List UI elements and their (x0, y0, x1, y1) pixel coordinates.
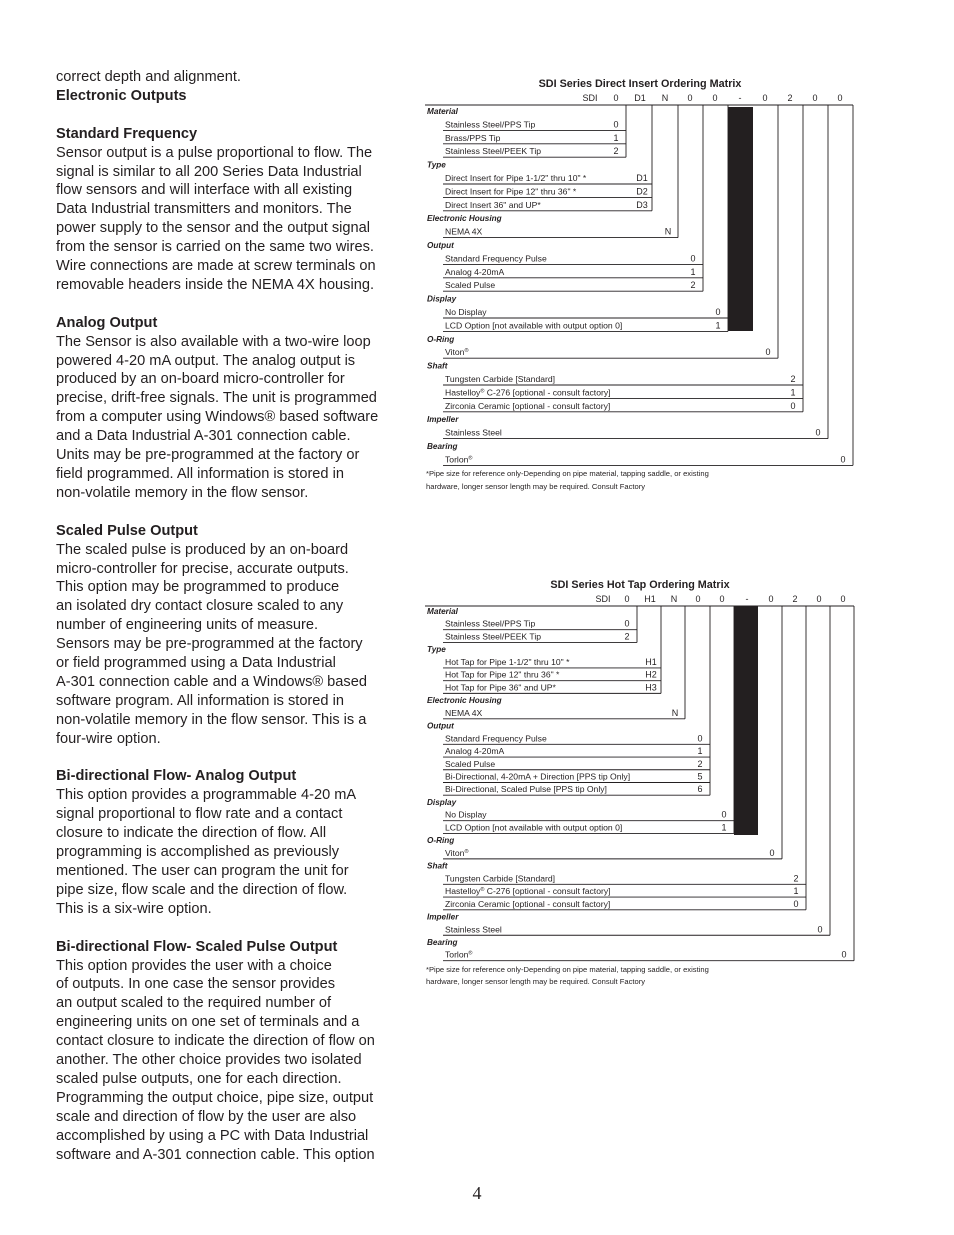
separator-block (728, 107, 753, 331)
option-label (445, 886, 611, 896)
option-label (445, 733, 547, 743)
option-code: 5 (697, 771, 703, 782)
text-line: The scaled pulse is produced by an on-board (56, 541, 349, 558)
option-code: 1 (793, 886, 799, 897)
option-code: 2 (624, 631, 630, 642)
category-label: Shaft (427, 361, 448, 371)
option-code: 0 (697, 733, 703, 744)
option-text: Hastelloy (445, 886, 481, 897)
text-line: micro-controller for precise, accurate outputs. (56, 560, 349, 577)
text-line: programming is accomplished as previously (56, 844, 340, 861)
header-code: 0 (613, 93, 619, 103)
header-code: 2 (787, 93, 793, 103)
option-code: 2 (613, 146, 619, 157)
option-text: Bi-Directional, 4-20mA + Direction [PPS tip Only] (445, 771, 631, 782)
option-text: Stainless Steel (445, 427, 502, 438)
option-label (445, 347, 469, 357)
option-text: Analog 4-20mA (445, 746, 505, 757)
text-line: four-wire option. (56, 730, 161, 747)
option-label (445, 173, 587, 183)
category-label: Bearing (427, 442, 458, 451)
option-label (445, 133, 501, 143)
option-label (445, 280, 495, 290)
option-text: Stainless Steel (445, 924, 502, 935)
text-line: This is a six-wire option. (56, 900, 212, 917)
option-code: 0 (613, 119, 619, 130)
header-code: 0 (687, 93, 693, 103)
option-label (445, 119, 536, 129)
option-label (445, 267, 505, 277)
header-code: 0 (837, 93, 843, 103)
text-line: contact closure to indicate the direction of flow on (56, 1033, 375, 1050)
registered-mark: ® (464, 348, 469, 355)
category-label: Electronic Housing (427, 214, 502, 224)
option-text: Direct Insert for Pipe 12" thru 36" * (445, 186, 577, 197)
option-label (445, 227, 483, 237)
text-line: signal is similar to all 200 Series Data Industrial (56, 163, 362, 180)
option-label (445, 708, 483, 718)
option-code: 0 (715, 307, 721, 317)
registered-mark: ® (468, 455, 473, 462)
category-label: Output (427, 721, 454, 731)
header-code: SDI (595, 594, 611, 604)
option-text: Viton (445, 847, 465, 858)
text-line: removable headers inside the NEMA 4X housing. (56, 276, 375, 293)
option-code: 0 (793, 898, 799, 909)
option-text: Hot Tap for Pipe 1-1/2" thru 10" * (445, 656, 570, 667)
option-code: 2 (793, 873, 799, 884)
category-label: Display (427, 797, 457, 807)
header-code: 0 (695, 594, 701, 604)
text-line: flow sensors and will interface with all existing (56, 182, 353, 199)
category-label: Display (427, 294, 457, 304)
option-text: Brass/PPS Tip (445, 132, 501, 143)
option-text: LCD Option [not available with output option 0] (445, 320, 623, 331)
text-line: an isolated dry contact closure scaled to any (56, 598, 344, 615)
option-code: 1 (715, 320, 721, 331)
section-heading: Scaled Pulse Output (56, 522, 198, 539)
option-code: 0 (815, 427, 821, 438)
option-code: 2 (790, 374, 796, 384)
option-text: NEMA 4X (445, 226, 483, 237)
option-text: Hastelloy (445, 387, 481, 398)
text-line: and a Data Industrial A-301 connection cable. (56, 428, 351, 445)
option-label (445, 454, 472, 464)
header-code: 0 (816, 594, 822, 604)
text-line: Units may be pre-programmed at the factory or (56, 447, 360, 464)
option-text: Standard Frequency Pulse (445, 253, 547, 264)
option-code: 0 (690, 253, 696, 264)
category-label: Electronic Housing (427, 696, 502, 706)
text-line: another. The other choice provides two isolated (56, 1052, 362, 1069)
option-label (445, 950, 472, 960)
option-text: Viton (445, 347, 465, 358)
option-label (445, 253, 547, 263)
option-text: Stainless Steel/PEEK Tip (445, 146, 542, 157)
header-code: - (738, 93, 742, 103)
category-label: Shaft (427, 861, 448, 871)
registered-mark: ® (468, 950, 473, 957)
option-label (445, 619, 536, 629)
option-label (445, 924, 502, 934)
option-label (445, 670, 560, 680)
matrix-title: SDI Series Direct Insert Ordering Matrix (538, 78, 742, 90)
option-code: H3 (645, 682, 657, 693)
text-line: mentioned. The user can program the unit for (56, 863, 349, 879)
section-heading: Standard Frequency (56, 125, 198, 142)
header-code: N (670, 594, 678, 604)
option-text: Tungsten Carbide [Standard] (445, 873, 556, 884)
text-line: an output scaled to the required number of (56, 995, 332, 1012)
category-label: Type (427, 645, 446, 655)
option-label (445, 631, 541, 641)
header-code: 2 (792, 594, 798, 604)
section-heading: Electronic Outputs (56, 87, 187, 104)
text-line: software program. All information is stored in (56, 692, 344, 709)
option-text: No Display (445, 809, 487, 820)
footnote-line: hardware, longer sensor length may be required. Consult Factory (426, 977, 646, 986)
header-code: 0 (768, 594, 774, 604)
option-label (445, 186, 577, 196)
text-line: powered 4-20 mA output. The analog output is (56, 352, 356, 369)
text-line: pipe size, flow scale and the direction of flow. (56, 881, 348, 898)
page-number: 4 (472, 1183, 482, 1203)
option-text: Direct Insert for Pipe 1-1/2" thru 10" * (445, 173, 587, 183)
category-label: Type (427, 160, 446, 170)
option-label (445, 873, 555, 883)
option-code: 2 (697, 758, 703, 769)
text-line: scaled pulse outputs, one for each direction. (56, 1070, 342, 1087)
category-label: Material (427, 607, 458, 616)
registered-mark: ® (480, 887, 485, 894)
text-line: field programmed. All information is stored in (56, 466, 344, 482)
category-label: Impeller (427, 912, 459, 922)
registered-mark: ® (464, 848, 469, 855)
text-line: Wire connections are made at screw terminals on (56, 258, 376, 275)
text-line: A-301 connection cable and a Windows® based (56, 673, 367, 690)
option-text: Stainless Steel/PEEK Tip (445, 631, 542, 642)
text-line: number of engineering units of measure. (56, 617, 319, 634)
option-label (445, 848, 469, 858)
header-code: D1 (634, 93, 646, 103)
option-text: C-276 [optional - consult factory] (484, 886, 611, 897)
footnote-line: *Pipe size for reference only-Depending on pipe material, tapping saddle, or existing (426, 469, 709, 478)
option-code: 0 (817, 924, 823, 935)
option-text: Stainless Steel/PPS Tip (445, 119, 536, 130)
text-line: This option provides the user with a choice (56, 957, 332, 974)
option-text: Scaled Pulse (445, 758, 496, 769)
option-label (445, 682, 557, 692)
option-code: 0 (769, 847, 775, 858)
option-text: Stainless Steel/PPS Tip (445, 618, 536, 629)
option-code: 0 (790, 400, 796, 411)
text-line: software and A-301 connection cable. This option (56, 1146, 375, 1163)
option-code: 6 (697, 784, 703, 795)
footnote-line: *Pipe size for reference only-Depending on pipe material, tapping saddle, or existing (426, 965, 709, 974)
text-line: Programming the output choice, pipe size, output (56, 1089, 374, 1106)
category-label: Impeller (427, 415, 459, 425)
text-line: from a computer using Windows® based software (56, 409, 379, 426)
option-label (445, 146, 541, 156)
option-text: NEMA 4X (445, 707, 483, 718)
option-label (445, 401, 610, 411)
option-text: Zirconia Ceramic [optional - consult factory] (445, 400, 611, 411)
option-code: N (671, 707, 679, 718)
text-line: non-volatile memory in the flow sensor. (56, 484, 309, 501)
text-line: correct depth and alignment. (56, 69, 241, 85)
option-text: Torlon (445, 454, 469, 465)
text-line: closure to indicate the direction of flow. All (56, 825, 327, 842)
text-line: produced by an on-board micro-controller for (56, 371, 345, 388)
option-text: LCD Option [not available with output option 0] (445, 822, 623, 833)
header-code: 0 (840, 594, 846, 604)
category-label: Output (427, 241, 454, 250)
category-label: Bearing (427, 937, 458, 947)
option-text: Hot Tap for Pipe 12" thru 36" * (445, 669, 560, 680)
option-code: D3 (636, 199, 648, 210)
option-text: Bi-Directional, Scaled Pulse [PPS tip Only] (445, 784, 607, 795)
section-heading: Bi-directional Flow- Scaled Pulse Output (56, 938, 338, 955)
section-heading: Analog Output (56, 314, 158, 331)
option-text: Analog 4-20mA (445, 266, 505, 277)
registered-mark: ® (480, 388, 485, 395)
option-code: H2 (645, 669, 657, 680)
option-code: 0 (841, 949, 847, 960)
option-text: Direct Insert 36" and UP* (445, 199, 541, 210)
matrix-title: SDI Series Hot Tap Ordering Matrix (550, 579, 730, 591)
option-label (445, 810, 487, 820)
option-text: No Display (445, 307, 487, 317)
option-code: 0 (624, 618, 630, 629)
option-text: Tungsten Carbide [Standard] (445, 374, 556, 384)
header-code: 0 (719, 594, 725, 604)
footnote-line: hardware, longer sensor length may be required. Consult Factory (426, 482, 646, 492)
text-line: Sensor output is a pulse proportional to flow. The (56, 144, 373, 161)
header-code: 0 (812, 93, 818, 103)
text-line: Sensors may be pre-programmed at the factory (56, 636, 363, 653)
separator-block (734, 606, 758, 835)
text-line: or field programmed using a Data Industrial (56, 655, 336, 672)
text-line: signal proportional to flow rate and a contact (56, 806, 343, 823)
category-label: O-Ring (427, 836, 455, 846)
option-code: 0 (765, 347, 771, 358)
text-line: The Sensor is also available with a two-wire loop (56, 333, 371, 350)
header-code: 0 (624, 594, 630, 604)
option-label (445, 759, 495, 769)
option-label (445, 387, 611, 397)
option-code: 1 (697, 746, 703, 757)
text-line: engineering units on one set of terminals and a (56, 1014, 360, 1031)
option-label (445, 746, 505, 756)
text-line: This option provides a programmable 4-20 mA (56, 787, 357, 804)
text-line: precise, drift-free signals. The unit is programmed (56, 390, 377, 407)
header-code: - (745, 594, 749, 604)
option-label (445, 899, 610, 909)
text-line: Data Industrial transmitters and monitors. The (56, 201, 352, 218)
header-code: 0 (762, 93, 768, 103)
option-label (445, 374, 555, 384)
option-code: H1 (645, 656, 657, 667)
text-line: non-volatile memory in the flow sensor. This is a (56, 711, 367, 728)
category-label: Material (427, 107, 458, 116)
option-code: 1 (613, 132, 619, 143)
option-code: D1 (636, 173, 648, 183)
option-label (445, 200, 541, 210)
option-code: 0 (840, 454, 846, 465)
option-code: 2 (690, 280, 696, 291)
text-line: of outputs. In one case the sensor provides (56, 976, 336, 993)
ordering-matrix (425, 579, 854, 986)
option-code: 1 (690, 266, 696, 277)
text-line: accomplished by using a PC with Data Industrial (56, 1127, 369, 1144)
option-text: Torlon (445, 949, 469, 960)
option-code: N (664, 226, 672, 237)
option-label (445, 320, 622, 330)
option-code: 1 (790, 387, 796, 398)
text-line: power supply to the sensor and the output signal (56, 220, 370, 237)
option-code: D2 (636, 186, 648, 197)
header-code: H1 (644, 594, 656, 604)
text-line: scale and direction of flow by the user are also (56, 1108, 357, 1125)
option-text: Standard Frequency Pulse (445, 733, 547, 744)
option-label (445, 428, 502, 438)
option-code: 0 (721, 809, 727, 820)
header-code: 0 (712, 93, 718, 103)
header-code: N (661, 93, 669, 103)
section-heading: Bi-directional Flow- Analog Output (56, 768, 297, 785)
option-code: 1 (721, 822, 727, 833)
text-line: This option may be programmed to produce (56, 579, 340, 596)
option-label (445, 771, 630, 781)
option-text: Zirconia Ceramic [optional - consult factory] (445, 898, 611, 909)
option-text: Scaled Pulse (445, 280, 496, 291)
option-label (445, 307, 487, 317)
category-label: O-Ring (427, 334, 455, 344)
ordering-matrix (425, 78, 853, 491)
option-text: Hot Tap for Pipe 36" and UP* (445, 682, 556, 693)
option-text: C-276 [optional - consult factory] (484, 387, 611, 398)
option-label (445, 657, 570, 667)
option-label (445, 822, 622, 832)
option-label (445, 784, 607, 794)
text-line: from the sensor is carried on the same two wires. (56, 239, 374, 256)
header-code: SDI (582, 93, 598, 103)
